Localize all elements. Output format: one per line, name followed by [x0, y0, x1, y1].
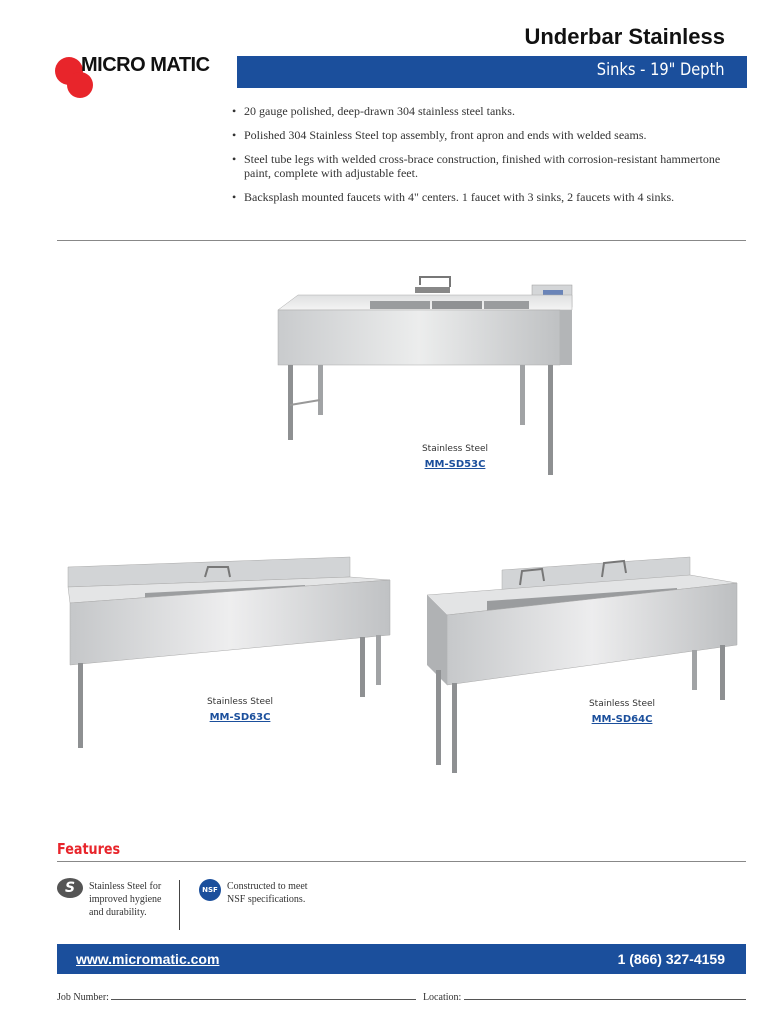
spec-bullet: • 20 gauge polished, deep-drawn 304 stainless steel tanks. [232, 104, 742, 118]
feature-divider [179, 880, 180, 930]
stainless-steel-s-icon: S [57, 878, 83, 898]
location-field[interactable] [464, 990, 746, 1000]
spec-bullets [232, 104, 742, 214]
product-material-label: Stainless Steel [421, 444, 489, 454]
nsf-icon: NSF [199, 879, 221, 901]
logo-wordmark: MICRO MATIC [81, 54, 210, 76]
sink-photo-mm-sd64c [422, 555, 742, 780]
spec-bullet: • Polished 304 Stainless Steel top assembly, front apron and ends with welded seams. [232, 128, 742, 142]
location-label: Location: [422, 992, 462, 1003]
job-location-line [57, 990, 746, 1003]
features-heading: Features [57, 840, 121, 858]
spec-bullet: • Steel tube legs with welded cross-brace construction, finished with corrosion-resistant hammertone paint, complete with adjustable feet. [232, 152, 742, 180]
product-material-label: Stainless Steel [206, 697, 274, 707]
product-model-link[interactable]: MM-SD64C [591, 714, 653, 725]
phone-number: 1 (866) 327-4159 [617, 951, 725, 967]
feature-text-stainless: Stainless Steel for improved hygiene and durability. [89, 881, 162, 918]
product-model-link[interactable]: MM-SD63C [209, 712, 271, 723]
features-divider [57, 861, 746, 862]
section-divider [57, 240, 746, 241]
page-title: Underbar Stainless [524, 24, 725, 49]
product-material-label: Stainless Steel [588, 699, 656, 709]
job-number-label: Job Number: [57, 992, 109, 1003]
job-number-field[interactable] [111, 990, 416, 1000]
product-model-link[interactable]: MM-SD53C [424, 459, 486, 470]
feature-text-nsf: Constructed to meet NSF specifications. [227, 881, 308, 905]
sink-photo-mm-sd63c [60, 555, 400, 755]
website-link[interactable]: www.micromatic.com [76, 951, 220, 967]
page-subtitle: Sinks - 19" Depth [597, 60, 725, 80]
micro-matic-logo [55, 50, 235, 105]
spec-bullet: • Backsplash mounted faucets with 4" centers. 1 faucet with 3 sinks, 2 faucets with 4 sinks. [232, 190, 742, 204]
